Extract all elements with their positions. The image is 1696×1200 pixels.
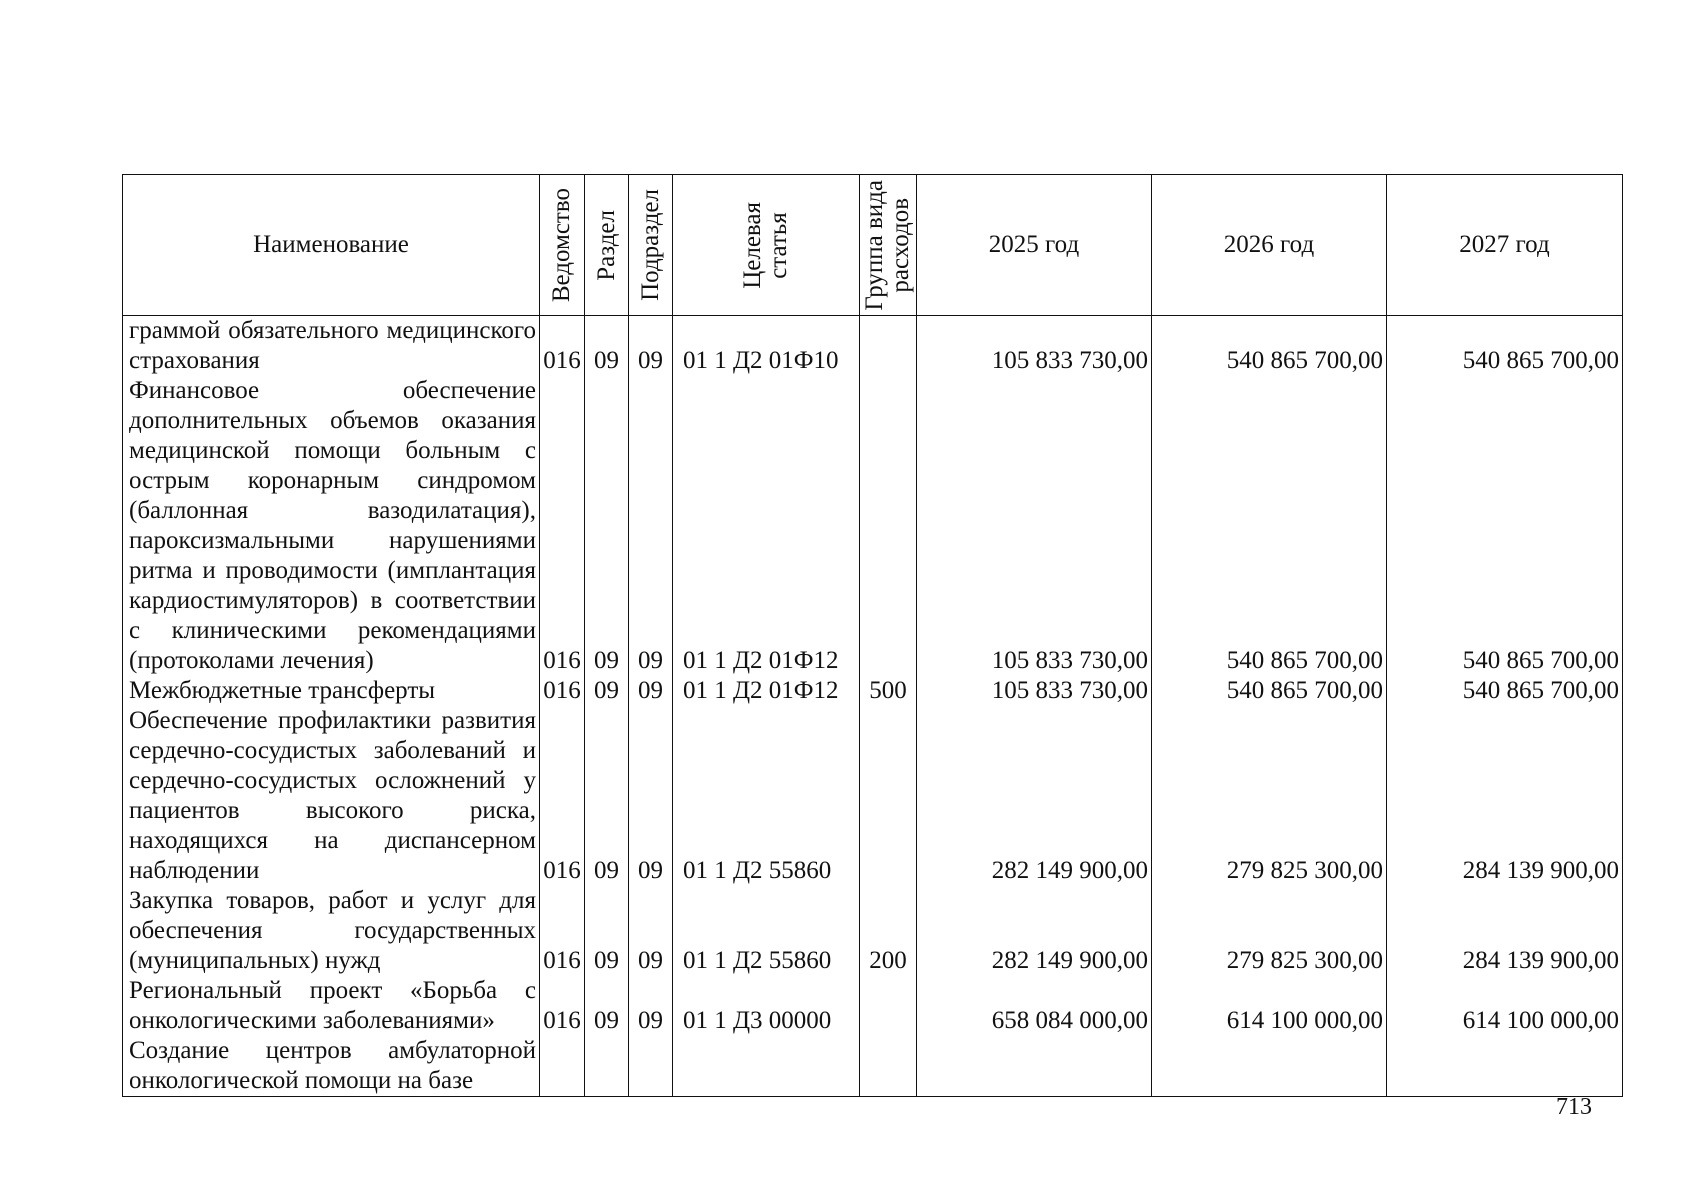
- row-amount-2026: 540 865 700,00: [1152, 376, 1387, 676]
- row-department: 016: [540, 376, 585, 676]
- row-department: 016: [540, 316, 585, 377]
- row-target-article: 01 1 Д2 01Ф10: [673, 316, 860, 377]
- row-department: 016: [540, 676, 585, 706]
- row-subsection: 09: [629, 376, 673, 676]
- header-year-2027: 2027 год: [1387, 175, 1623, 316]
- table-row: [123, 1036, 1623, 1097]
- row-amount-2026: 614 100 000,00: [1152, 976, 1387, 1036]
- row-subsection: 09: [629, 886, 673, 976]
- row-name: Обеспечение профилактики развития сердечно-сосудистых заболеваний и сердечно-сосудистых осложнений у пациентов высокого риска, находящихся на диспансерном наблюдении: [123, 706, 540, 886]
- page-number: 713: [1556, 1094, 1592, 1120]
- row-amount-2025: 105 833 730,00: [917, 676, 1152, 706]
- row-subsection: 09: [629, 676, 673, 706]
- row-name: Закупка товаров, работ и услуг для обеспечения государственных (муниципальных) нужд: [123, 886, 540, 976]
- table-row: [123, 676, 1623, 706]
- header-year-2025: 2025 год: [917, 175, 1152, 316]
- row-target-article: 01 1 Д2 55860: [673, 886, 860, 976]
- row-expense-group: [860, 976, 917, 1036]
- row-amount-2026: [1152, 1036, 1387, 1097]
- row-amount-2025: 105 833 730,00: [917, 316, 1152, 377]
- header-section: Раздел: [585, 175, 629, 316]
- header-year-2026: 2026 год: [1152, 175, 1387, 316]
- row-expense-group: 200: [860, 886, 917, 976]
- row-section: 09: [585, 706, 629, 886]
- budget-table: [122, 174, 1623, 1097]
- row-section: [585, 1036, 629, 1097]
- table-row: [123, 886, 1623, 976]
- row-name: граммой обязательного медицинского страхования: [123, 316, 540, 377]
- row-expense-group: [860, 376, 917, 676]
- row-target-article: 01 1 Д3 00000: [673, 976, 860, 1036]
- table-row: [123, 976, 1623, 1036]
- row-name: Межбюджетные трансферты: [123, 676, 540, 706]
- row-amount-2027: 540 865 700,00: [1387, 676, 1623, 706]
- header-department: Ведомство: [540, 175, 585, 316]
- row-amount-2027: 284 139 900,00: [1387, 706, 1623, 886]
- row-subsection: 09: [629, 316, 673, 377]
- row-section: 09: [585, 976, 629, 1036]
- row-department: [540, 1036, 585, 1097]
- header-name: Наименование: [123, 175, 540, 316]
- header-expense-group: Группа вида расходов: [860, 175, 917, 316]
- row-amount-2027: [1387, 1036, 1623, 1097]
- row-department: 016: [540, 886, 585, 976]
- row-amount-2027: 614 100 000,00: [1387, 976, 1623, 1036]
- row-department: 016: [540, 706, 585, 886]
- row-expense-group: [860, 706, 917, 886]
- row-amount-2025: 282 149 900,00: [917, 886, 1152, 976]
- row-amount-2026: 279 825 300,00: [1152, 886, 1387, 976]
- row-section: 09: [585, 316, 629, 377]
- table-row: [123, 706, 1623, 886]
- row-amount-2025: 105 833 730,00: [917, 376, 1152, 676]
- header-subsection: Подраздел: [629, 175, 673, 316]
- row-amount-2027: 540 865 700,00: [1387, 316, 1623, 377]
- header-target-article: Целевая статья: [673, 175, 860, 316]
- row-amount-2027: 540 865 700,00: [1387, 376, 1623, 676]
- row-section: 09: [585, 886, 629, 976]
- row-name: Финансовое обеспечение дополнительных объемов оказания медицинской помощи больным с острым коронарным синдромом (баллонная вазодилатация), пароксизмальными нарушениями ритма и проводимости (имплантация кардиостимуляторов) в соответствии с клиническими рекомендациями (протоколами лечения): [123, 376, 540, 676]
- table-row: [123, 316, 1623, 377]
- row-target-article: 01 1 Д2 01Ф12: [673, 376, 860, 676]
- row-section: 09: [585, 376, 629, 676]
- row-amount-2026: 540 865 700,00: [1152, 676, 1387, 706]
- row-target-article: 01 1 Д2 55860: [673, 706, 860, 886]
- row-expense-group: [860, 316, 917, 377]
- table-row: [123, 376, 1623, 676]
- header-row: [123, 175, 1623, 316]
- row-subsection: [629, 1036, 673, 1097]
- row-department: 016: [540, 976, 585, 1036]
- row-subsection: 09: [629, 706, 673, 886]
- row-subsection: 09: [629, 976, 673, 1036]
- row-target-article: 01 1 Д2 01Ф12: [673, 676, 860, 706]
- row-section: 09: [585, 676, 629, 706]
- row-target-article: [673, 1036, 860, 1097]
- row-expense-group: 500: [860, 676, 917, 706]
- row-name: Региональный проект «Борьба с онкологическими заболеваниями»: [123, 976, 540, 1036]
- row-amount-2025: 658 084 000,00: [917, 976, 1152, 1036]
- row-name: Создание центров амбулаторной онкологической помощи на базе: [123, 1036, 540, 1097]
- row-expense-group: [860, 1036, 917, 1097]
- row-amount-2027: 284 139 900,00: [1387, 886, 1623, 976]
- row-amount-2025: 282 149 900,00: [917, 706, 1152, 886]
- row-amount-2026: 279 825 300,00: [1152, 706, 1387, 886]
- row-amount-2025: [917, 1036, 1152, 1097]
- row-amount-2026: 540 865 700,00: [1152, 316, 1387, 377]
